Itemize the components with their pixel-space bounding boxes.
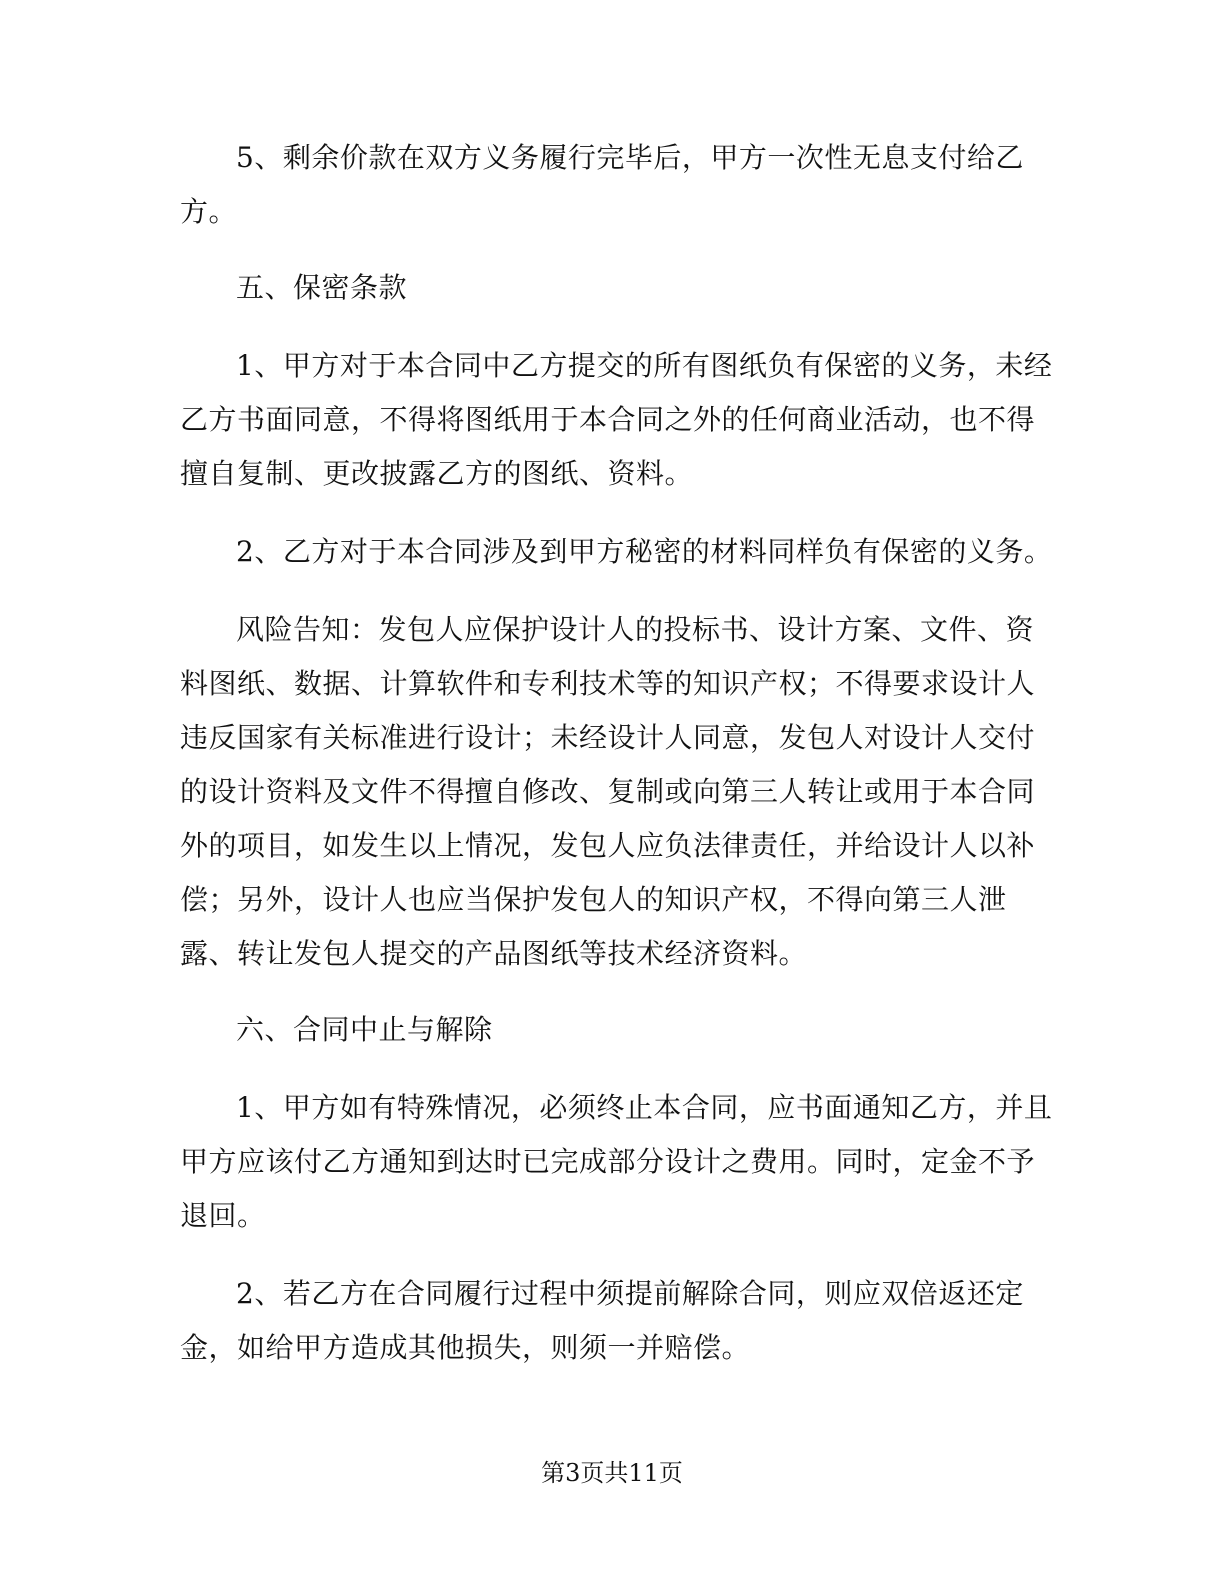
- paragraph-line: 2、若乙方在合同履行过程中须提前解除合同，则应双倍返还定: [236, 1277, 1024, 1310]
- paragraph-line: 的设计资料及文件不得擅自修改、复制或向第三人转让或用于本合同: [180, 775, 1036, 808]
- section-heading: 六、合同中止与解除: [236, 1013, 493, 1046]
- paragraph-line: 风险告知：发包人应保护设计人的投标书、设计方案、文件、资: [236, 613, 1035, 646]
- paragraph-line: 乙方书面同意，不得将图纸用于本合同之外的任何商业活动，也不得: [180, 403, 1036, 436]
- paragraph-line: 金，如给甲方造成其他损失，则须一并赔偿。: [180, 1331, 751, 1364]
- paragraph-line: 2、乙方对于本合同涉及到甲方秘密的材料同样负有保密的义务。: [236, 535, 1053, 568]
- paragraph-line: 擅自复制、更改披露乙方的图纸、资料。: [180, 457, 694, 490]
- paragraph-line: 露、转让发包人提交的产品图纸等技术经济资料。: [180, 937, 808, 970]
- paragraph-line: 甲方应该付乙方通知到达时已完成部分设计之费用。同时，定金不予: [180, 1145, 1036, 1178]
- paragraph-line: 料图纸、数据、计算软件和专利技术等的知识产权；不得要求设计人: [180, 667, 1036, 700]
- paragraph-line: 违反国家有关标准进行设计；未经设计人同意，发包人对设计人交付: [180, 721, 1036, 754]
- paragraph-line: 5、剩余价款在双方义务履行完毕后，甲方一次性无息支付给乙: [236, 141, 1024, 174]
- paragraph-line: 偿；另外，设计人也应当保护发包人的知识产权，不得向第三人泄: [180, 883, 1007, 916]
- paragraph-line: 1、甲方如有特殊情况，必须终止本合同，应书面通知乙方，并且: [236, 1091, 1053, 1124]
- paragraph-line: 1、甲方对于本合同中乙方提交的所有图纸负有保密的义务，未经: [236, 349, 1053, 382]
- paragraph-line: 外的项目，如发生以上情况，发包人应负法律责任，并给设计人以补: [180, 829, 1036, 862]
- section-heading: 五、保密条款: [236, 271, 408, 304]
- page-footer: 第3页共11页: [541, 1459, 683, 1487]
- paragraph-line: 退回。: [180, 1199, 266, 1232]
- paragraph-line: 方。: [180, 195, 238, 228]
